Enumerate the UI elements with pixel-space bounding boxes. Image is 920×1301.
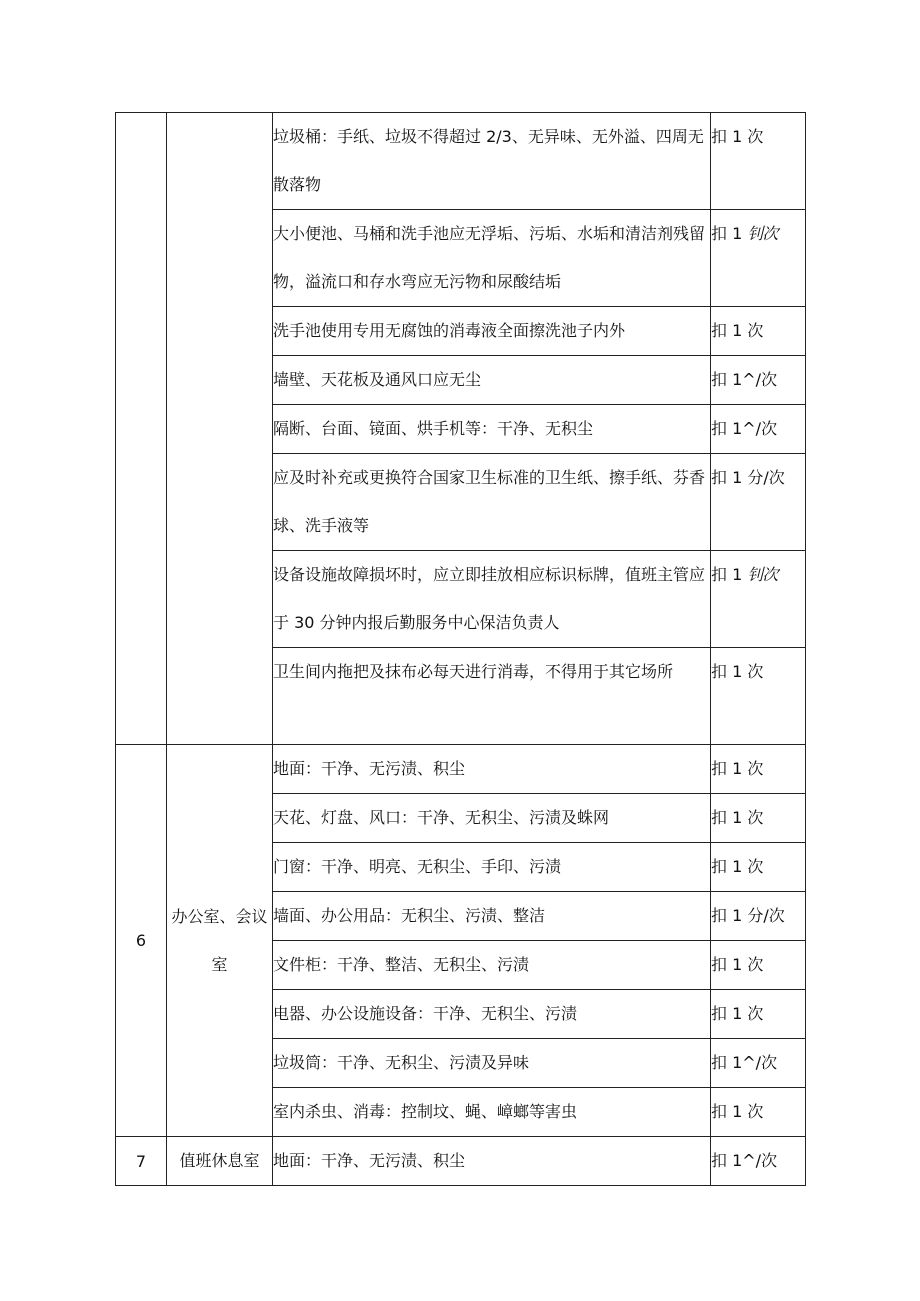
requirement-cell: 电器、办公设施设备：干净、无积尘、污渍 [273,990,711,1039]
penalty-cell: 扣 1^/次 [711,1137,806,1186]
penalty-cell: 扣 1 钊次 [711,210,806,307]
penalty-cell: 扣 1 分/次 [711,892,806,941]
area-cell: 值班休息室 [167,1137,273,1186]
requirement-cell: 卫生间内拖把及抹布必每天进行消毒，不得用于其它场所 [273,648,711,745]
penalty-scan-glyph: 钊次 [747,565,778,584]
penalty-cell: 扣 1 次 [711,843,806,892]
requirement-cell: 地面：干净、无污渍、积尘 [273,745,711,794]
requirement-cell: 应及时补充或更换符合国家卫生标准的卫生纸、擦手纸、芬香球、洗手液等 [273,454,711,551]
penalty-cell: 扣 1 次 [711,794,806,843]
penalty-cell: 扣 1^/次 [711,1039,806,1088]
requirement-cell: 墙壁、天花板及通风口应无尘 [273,356,711,405]
requirement-cell: 大小便池、马桶和洗手池应无浮垢、污垢、水垢和清洁剂残留物，溢流口和存水弯应无污物和尿酸结垢 [273,210,711,307]
item-number-cell: 7 [116,1137,167,1186]
item-number-cell [116,113,167,745]
requirement-cell: 室内杀虫、消毒：控制坟、蝇、嶂螂等害虫 [273,1088,711,1137]
requirement-cell: 垃圾筒：干净、无积尘、污渍及异味 [273,1039,711,1088]
requirement-cell: 垃圾桶：手纸、垃圾不得超过 2/3、无异味、无外溢、四周无散落物 [273,113,711,210]
penalty-cell: 扣 1^/次 [711,405,806,454]
requirement-cell: 门窗：干净、明亮、无积尘、手印、污渍 [273,843,711,892]
table-row [116,1137,806,1186]
table-row [116,745,806,794]
item-number-cell: 6 [116,745,167,1137]
area-cell: 办公室、会议室 [167,745,273,1137]
penalty-cell: 扣 1 次 [711,307,806,356]
penalty-cell: 扣 1 次 [711,990,806,1039]
requirement-cell: 隔断、台面、镜面、烘手机等：干净、无积尘 [273,405,711,454]
requirement-cell: 洗手池使用专用无腐蚀的消毒液全面擦洗池子内外 [273,307,711,356]
area-cell [167,113,273,745]
penalty-cell: 扣 1 次 [711,648,806,745]
requirement-cell: 墙面、办公用品：无积尘、污渍、整洁 [273,892,711,941]
requirement-cell: 文件柜：干净、整洁、无积尘、污渍 [273,941,711,990]
inspection-table [115,112,806,1186]
requirement-cell: 地面：干净、无污渍、积尘 [273,1137,711,1186]
penalty-cell: 扣 1^/次 [711,356,806,405]
penalty-scan-glyph: 钊次 [747,224,778,243]
requirement-cell: 设备设施故障损坏时，应立即挂放相应标识标牌，值班主管应于 30 分钟内报后勤服务中心保洁负责人 [273,551,711,648]
table-row [116,113,806,210]
penalty-cell: 扣 1 分/次 [711,454,806,551]
penalty-cell: 扣 1 钊次 [711,551,806,648]
penalty-cell: 扣 1 次 [711,1088,806,1137]
penalty-cell: 扣 1 次 [711,113,806,210]
penalty-cell: 扣 1 次 [711,745,806,794]
penalty-cell: 扣 1 次 [711,941,806,990]
requirement-cell: 天花、灯盘、风口：干净、无积尘、污渍及蛛网 [273,794,711,843]
